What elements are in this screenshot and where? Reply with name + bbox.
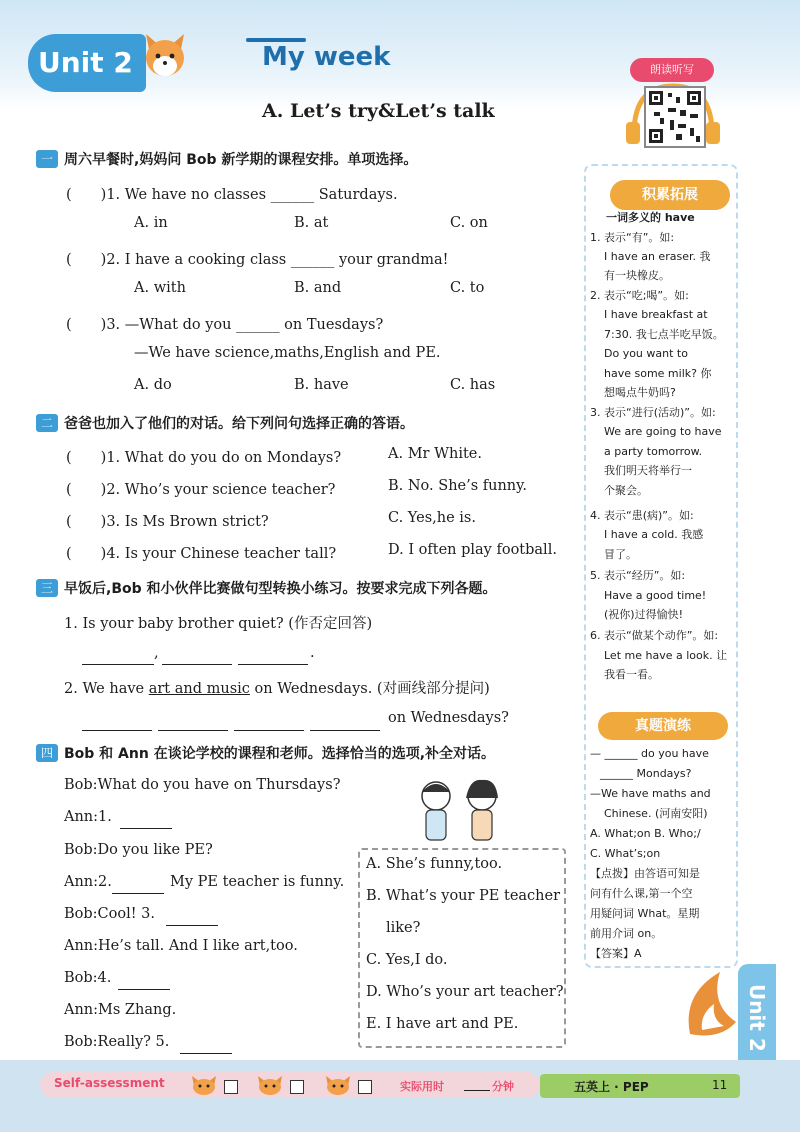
exam-line: 【答案】A [590,947,642,960]
ex3-item2-blank-3[interactable] [234,716,304,731]
sidebar-line: I have breakfast at [604,308,708,321]
sidebar-line: a party tomorrow. [604,445,703,458]
ex4-line-2: Ann:1. [64,809,112,825]
ex3-item2-post: on Wednesdays. (对画线部分提问) [249,681,490,697]
exam-line: —We have maths and [590,787,711,800]
ex1-question-2: ( )2. I have a cooking class ______ your grandma! [66,252,449,268]
ex4-line-6: Ann:He’s tall. And I like art,too. [64,938,298,954]
sidebar-line: 2. 表示“吃;喝”。如: [590,289,689,302]
sidebar-line: have some milk? 你 [604,367,712,380]
sidebar-line: I have a cold. 我感 [604,528,704,541]
ex3-item1-blank-2[interactable] [162,650,232,665]
exam-line: — ______ do you have [590,747,709,760]
ex1-q3-option-b[interactable]: B. have [294,377,349,393]
time-blank[interactable] [464,1080,490,1091]
ex3-item1-comma: , [154,645,159,661]
ex4-line-4: Ann:2. [64,874,112,890]
ex1-q1-option-a[interactable]: A. in [134,215,168,231]
ex4-blank-5[interactable] [180,1039,232,1054]
fox-face-icon [190,1074,218,1096]
sidebar-line: 冒了。 [604,548,637,561]
sidebar-line: 7:30. 我七点半吃早饭。 [604,328,724,341]
ex4-blank-4[interactable] [118,975,170,990]
self-assessment-label: Self-assessment [54,1076,165,1090]
self-check-box-3[interactable] [358,1080,372,1094]
sidebar-line: 想喝点牛奶吗? [604,386,676,399]
ex3-item-1: 1. Is your baby brother quiet? (作否定回答) [64,616,373,632]
ex4-line-3: Bob:Do you like PE? [64,842,213,858]
ex4-blank-2[interactable] [112,879,164,894]
ex3-item2-blank-2[interactable] [158,716,228,731]
ex1-q2-option-c[interactable]: C. to [450,280,485,296]
ex1-question-3-reply: —We have science,maths,English and PE. [134,345,441,361]
exercise-4-instruction: Bob 和 Ann 在谈论学校的课程和老师。选择恰当的选项,补全对话。 [64,746,496,762]
book-label: 五英上 · PEP [574,1080,649,1094]
ex4-line-1: Bob:What do you have on Thursdays? [64,777,341,793]
exercise-4-badge: 四 [36,744,58,762]
exam-line: C. What’s;on [590,847,661,860]
exercise-2-badge: 二 [36,414,58,432]
section-title: A. Let’s try&Let’s talk [262,100,495,122]
sidebar-line: 5. 表示“经历”。如: [590,569,686,582]
page-title: My week [262,42,391,72]
unit-tab: Unit 2 [28,34,146,92]
exercise-1-instruction: 周六早餐时,妈妈问 Bob 新学期的课程安排。单项选择。 [64,152,418,168]
ex4-option-b-cont: like? [386,920,421,936]
qr-code-icon[interactable] [644,86,706,148]
ex4-line-7: Bob:4. [64,970,112,986]
kids-illustration-icon [410,776,510,848]
ex1-q3-option-c[interactable]: C. has [450,377,496,393]
ex1-q2-option-b[interactable]: B. and [294,280,342,296]
ex1-q1-option-c[interactable]: C. on [450,215,488,231]
page-number: 11 [712,1078,728,1092]
ex1-q1-option-b[interactable]: B. at [294,215,329,231]
unit-side-tab: Unit 2 [738,964,776,1072]
exercise-1-badge: 一 [36,150,58,168]
self-check-box-1[interactable] [224,1080,238,1094]
ex2-question-2: ( )2. Who’s your science teacher? [66,482,336,498]
fox-face-icon [256,1074,284,1096]
sidebar-line: Have a good time! [604,589,707,602]
exercise-3-badge: 三 [36,579,58,597]
sidebar-line: 个聚会。 [604,484,648,497]
fox-mascot-icon [142,30,188,82]
exam-line: 用疑问词 What。星期 [590,907,700,920]
exam-line: A. What;on B. Who;/ [590,827,701,840]
ex1-question-3: ( )3. —What do you ______ on Tuesdays? [66,317,384,333]
sidebar-line: 我们明天将举行一 [604,464,692,477]
exam-line: 问有什么课,第一个空 [590,887,693,900]
sidebar-line: 1. 表示“有”。如: [590,231,675,244]
ex3-item1-period: . [310,645,315,661]
sidebar-title: 积累拓展 [610,180,730,210]
sidebar-line: 3. 表示“进行(活动)”。如: [590,406,716,419]
ex3-item1-blank-1[interactable] [82,650,154,665]
exercise-2-instruction: 爸爸也加入了他们的对话。给下列问句选择正确的答语。 [64,416,414,432]
sidebar-line: 我看一看。 [604,668,659,681]
ex3-item-2 [64,677,490,698]
ex4-line-9: Bob:Really? 5. [64,1034,170,1050]
exercise-3-instruction: 早饭后,Bob 和小伙伴比赛做句型转换小练习。按要求完成下列各题。 [64,581,497,597]
sidebar-title-2: 真题演练 [598,712,728,740]
ex4-line-5: Bob:Cool! 3. [64,906,156,922]
qr-label: 朗读听写 [630,58,714,82]
ex4-blank-1[interactable] [120,814,172,829]
sidebar-subtitle: 一词多义的 have [606,211,695,224]
ex4-option-b[interactable]: B. What’s your PE teacher [366,888,561,904]
ex3-item2-tail: on Wednesdays? [388,710,509,726]
time-label: 实际用时 [400,1080,444,1093]
ex4-line-4-tail: My PE teacher is funny. [170,874,345,890]
sidebar-line: 有一块橡皮。 [604,269,670,282]
ex4-option-a[interactable]: A. She’s funny,too. [366,856,503,872]
sidebar-line: We are going to have [604,425,722,438]
exam-line: ______ Mondays? [600,767,692,780]
ex1-question-1: ( )1. We have no classes ______ Saturdays. [66,187,398,203]
self-check-box-2[interactable] [290,1080,304,1094]
sidebar-line: (祝你)过得愉快! [604,608,683,621]
ex3-item1-blank-3[interactable] [238,650,308,665]
sidebar-line: Let me have a look. 让 [604,649,728,662]
fox-tail-icon [680,964,744,1040]
ex3-item2-blank-4[interactable] [310,716,380,731]
ex3-item2-pre: 2. We have [64,681,149,697]
ex2-answer-d: D. I often play football. [388,542,557,558]
ex3-item2-blank-1[interactable] [82,716,152,731]
sidebar-line: 4. 表示“患(病)”。如: [590,509,694,522]
time-unit: 分钟 [492,1080,514,1093]
ex4-option-d[interactable]: D. Who’s your art teacher? [366,984,564,1000]
sidebar-line: I have an eraser. 我 [604,250,711,263]
ex4-line-8: Ann:Ms Zhang. [64,1002,177,1018]
exam-line: 前用介词 on。 [590,927,663,940]
ex1-q2-option-a[interactable]: A. with [134,280,186,296]
ex3-item2-underlined: art and music [148,681,250,697]
sidebar-line: 6. 表示“做某个动作”。如: [590,629,719,642]
ex2-question-4: ( )4. Is your Chinese teacher tall? [66,546,337,562]
ex2-question-1: ( )1. What do you do on Mondays? [66,450,342,466]
ex2-question-3: ( )3. Is Ms Brown strict? [66,514,269,530]
sidebar-line: Do you want to [604,347,688,360]
fox-face-icon [324,1074,352,1096]
ex4-blank-3[interactable] [166,911,218,926]
ex1-q3-option-a[interactable]: A. do [134,377,172,393]
exam-line: Chinese. (河南安阳) [604,807,708,820]
ex4-option-c[interactable]: C. Yes,I do. [366,952,448,968]
exam-line: 【点拨】由答语可知是 [590,867,700,880]
ex2-answer-b: B. No. She’s funny. [388,478,528,494]
ex2-answer-a: A. Mr White. [388,446,482,462]
ex2-answer-c: C. Yes,he is. [388,510,476,526]
ex4-option-e[interactable]: E. I have art and PE. [366,1016,519,1032]
